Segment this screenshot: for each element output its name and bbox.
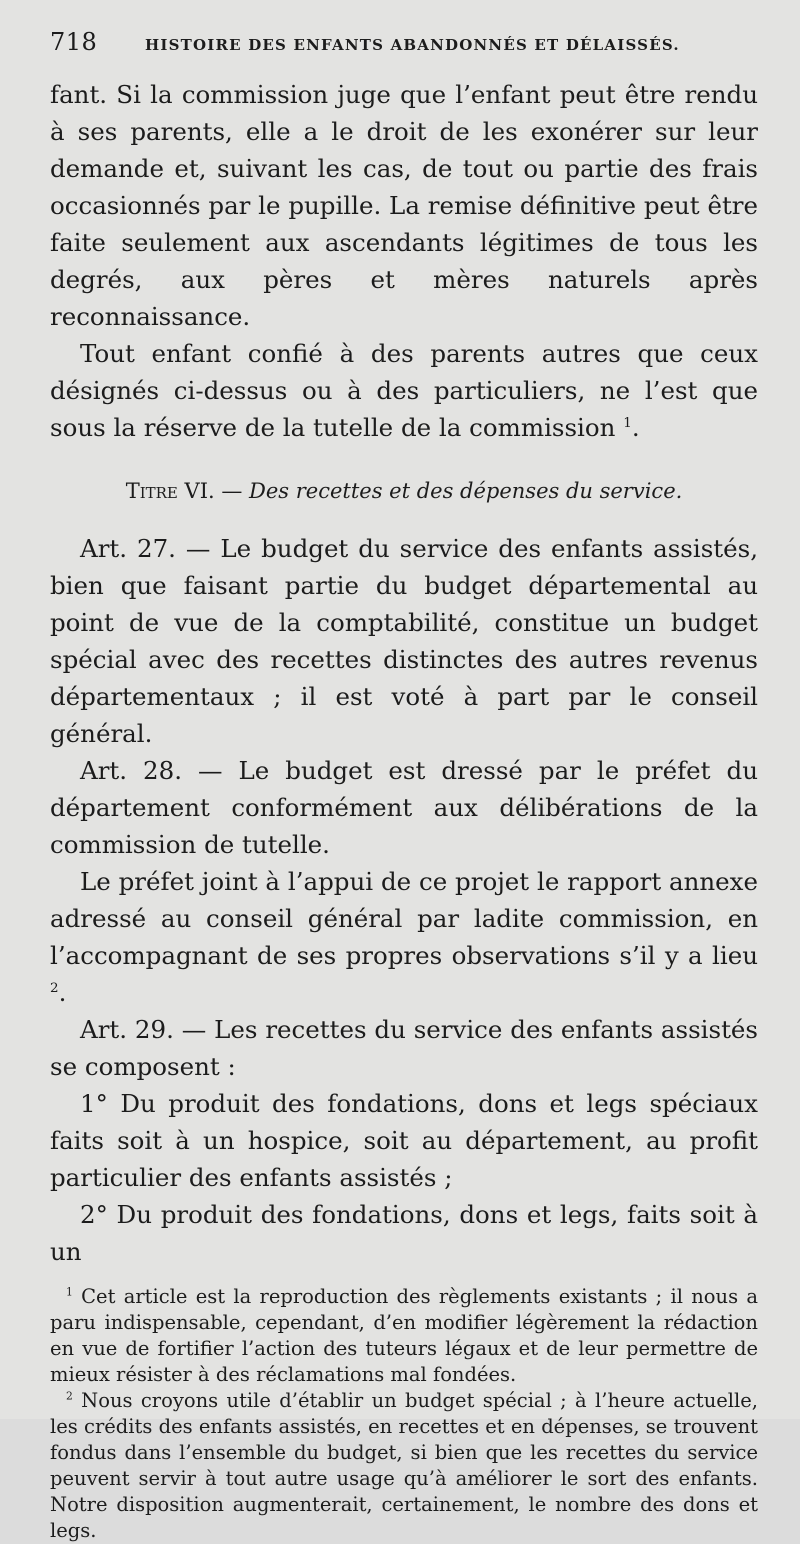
- paragraph-text: Art. 27. — Le budget du service des enfants assistés, bien que faisant partie du budget départemental au point de vue de la comptabilité, constitue un budget spécial avec des recettes distinctes des autres revenus départementaux ; il est voté à part par le conseil général.: [50, 534, 758, 748]
- page-header: [50, 28, 758, 76]
- footnote: [50, 1388, 758, 1544]
- section-title-text: Des recettes et des dépenses du service.: [249, 479, 683, 503]
- paragraph-text: Art. 28. — Le budget est dressé par le préfet du département conformément aux délibérations de la commission de tutelle.: [50, 756, 758, 859]
- paragraph-end: .: [58, 978, 67, 1007]
- paragraph-text: 1° Du produit des fondations, dons et legs spéciaux faits soit à un hospice, soit au département, au profit particulier des enfants assistés ;: [50, 1089, 758, 1192]
- footnote-ref: 2: [50, 979, 59, 996]
- running-head: HISTOIRE DES ENFANTS ABANDONNÉS ET DÉLAISSÉS.: [145, 36, 680, 54]
- paragraph-text: Art. 29. — Les recettes du service des enfants assistés se composent :: [50, 1015, 758, 1081]
- paragraph: [50, 752, 758, 863]
- footnotes: [50, 1284, 758, 1544]
- paragraph-end: .: [631, 413, 640, 442]
- paragraph-text: fant. Si la commission juge que l’enfant peut être rendu à ses parents, elle a le droit de les exonérer sur leur demande et, suivant les cas, de tout ou partie des frais occasionnés par le pupille. La remise définitive peut être faite seulement aux ascendants légitimes de tous les degrés, aux pères et mères naturels après reconnaissance.: [50, 80, 758, 331]
- footnote-text: Nous croyons utile d’établir un budget spécial ; à l’heure actuelle, les crédits des enfants assistés, en recettes et en dépenses, se trouvent fondus dans l’ensemble du budget, si bien que les recettes du service peuvent servir à tout autre usage qu’à améliorer le sort des enfants. Notre disposition augmenterait, certainement, le nombre des dons et legs.: [50, 1389, 758, 1542]
- paragraph: [50, 530, 758, 752]
- paragraph: [50, 1011, 758, 1085]
- paragraph: [50, 76, 758, 335]
- paragraph-text: Le préfet joint à l’appui de ce projet le rapport annexe adressé au conseil général par ladite commission, en l’accompagnant de ses propres observations s’il y a lieu: [50, 867, 758, 970]
- main-text: [50, 76, 758, 1270]
- footnote-text: Cet article est la reproduction des règlements existants ; il nous a paru indispensable, cependant, d’en modifier légèrement la rédaction en vue de fortifier l’action des tuteurs légaux et de leur permettre de mieux résister à des réclamations mal fondées.: [50, 1285, 759, 1386]
- paragraph: [50, 335, 758, 446]
- paragraph-text: 2° Du produit des fondations, dons et legs, faits soit à un: [50, 1200, 758, 1266]
- footnote-mark: 2: [66, 1389, 73, 1403]
- section-title: [50, 476, 758, 506]
- paragraph: [50, 863, 758, 1011]
- page-number: 718: [50, 28, 98, 56]
- footnote-mark: 1: [66, 1285, 73, 1299]
- paragraph: [50, 1196, 758, 1270]
- section-title-prefix: Titre VI. —: [125, 479, 243, 503]
- footnote: [50, 1284, 758, 1388]
- footnote-ref: 1: [623, 414, 632, 431]
- paragraph: [50, 1085, 758, 1196]
- paragraph-text: Tout enfant confié à des parents autres que ceux désignés ci-dessus ou à des particuliers, ne l’est que sous la réserve de la tutelle de la commission: [50, 339, 758, 442]
